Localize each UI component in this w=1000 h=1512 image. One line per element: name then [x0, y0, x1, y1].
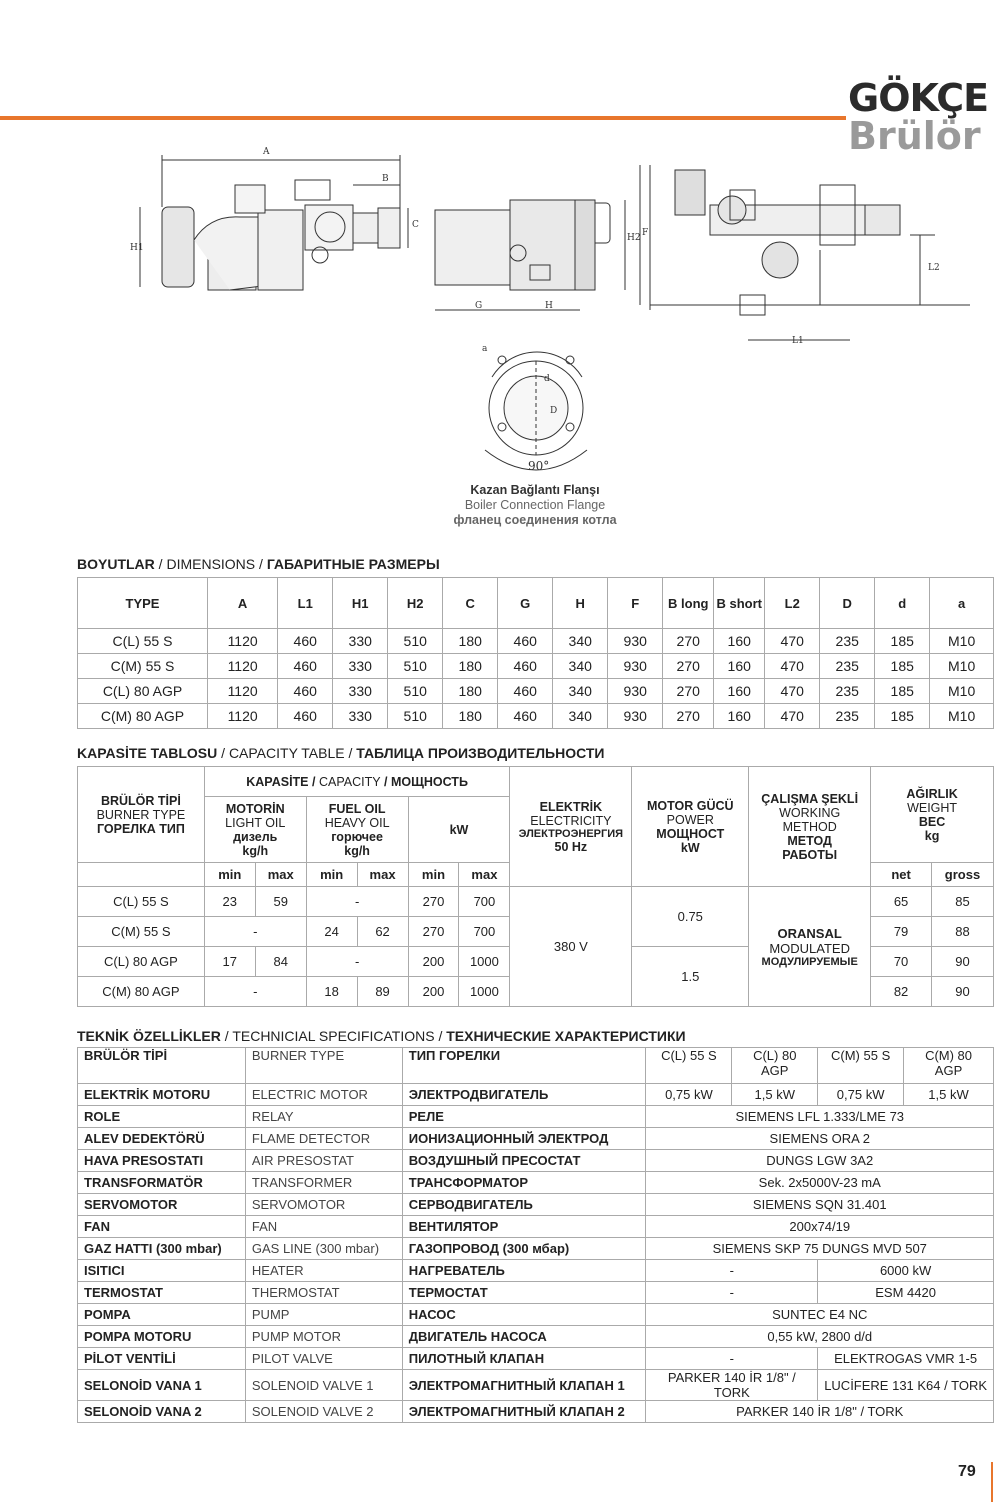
tech-row: ALEV DEDEKTÖRÜ FLAME DETECTOR ИОНИЗАЦИОННЫЙ ЭЛЕКТРОД SIEMENS ORA 2	[78, 1128, 994, 1150]
dim-cell: 510	[388, 679, 443, 704]
dim-cell: 180	[443, 679, 498, 704]
label-L2: L2	[928, 263, 940, 273]
dimensions-title-tr: BOYUTLAR	[77, 556, 155, 572]
flange-drawing	[485, 352, 587, 470]
dim-cell: 460	[278, 654, 333, 679]
dim-cell: 270	[663, 704, 714, 729]
tech-row: TERMOSTAT THERMOSTAT ТЕРМОСТАТ - ESM 4420	[78, 1282, 994, 1304]
dim-cell: 330	[333, 704, 388, 729]
capacity-title: KAPASİTE TABLOSU / CAPACITY TABLE / ТАБЛИЦА ПРОИЗВОДИТЕЛЬНОСТИ	[77, 745, 605, 761]
dim-cell: 180	[443, 654, 498, 679]
dim-col-header: C	[443, 578, 498, 629]
dim-cell: 160	[714, 654, 765, 679]
capacity-table	[77, 766, 994, 1007]
dim-cell: C(M) 55 S	[78, 654, 208, 679]
dim-cell: 460	[498, 704, 553, 729]
dimensions-title: BOYUTLAR / DIMENSIONS / ГАБАРИТНЫЕ РАЗМЕРЫ	[77, 556, 440, 572]
dim-cell: 270	[663, 629, 714, 654]
label-H: H	[545, 301, 553, 311]
dim-cell: 460	[498, 654, 553, 679]
lo-min-header: min	[204, 863, 255, 887]
dim-cell: 185	[875, 704, 930, 729]
tech-row: SERVOMOTOR SERVOMOTOR СЕРВОДВИГАТЕЛЬ SIEMENS SQN 31.401	[78, 1194, 994, 1216]
flange-caption-ru: фланец соединения котла	[453, 513, 617, 527]
label-B: B	[382, 174, 389, 184]
tech-row: FAN FAN ВЕНТИЛЯТОР 200x74/19	[78, 1216, 994, 1238]
tech-title-tr: TEKNİK ÖZELLİKLER	[77, 1028, 221, 1044]
dim-cell: 930	[608, 629, 663, 654]
dim-row	[78, 679, 994, 704]
dim-col-header: B short	[714, 578, 765, 629]
dim-cell: C(M) 80 AGP	[78, 704, 208, 729]
dim-cell: 930	[608, 679, 663, 704]
dim-cell: 235	[820, 704, 875, 729]
motor-power-a: 0.75	[632, 887, 749, 947]
dim-cell: 330	[333, 654, 388, 679]
tech-row: POMPA PUMP НАСОС SUNTEC E4 NC	[78, 1304, 994, 1326]
voltage-cell: 380 V	[510, 887, 632, 1007]
burner-technical-drawings	[120, 145, 1000, 485]
kw-max-header: max	[459, 863, 510, 887]
dim-cell: 330	[333, 629, 388, 654]
capacity-row: C(M) 55 S - 24 62 270 700 79 88	[78, 917, 994, 947]
dim-cell: 340	[553, 704, 608, 729]
tech-head-row: BRÜLÖR TİPİ BURNER TYPE ТИП ГОРЕЛКИ C(L) 55 S C(L) 80 AGP C(M) 55 S C(M) 80 AGP	[78, 1048, 994, 1084]
dim-col-header: H	[553, 578, 608, 629]
flange-caption-tr: Kazan Bağlantı Flanşı	[470, 483, 600, 497]
dim-cell: 930	[608, 704, 663, 729]
label-A: A	[263, 147, 270, 157]
label-F: F	[642, 228, 649, 238]
dim-cell: 460	[278, 704, 333, 729]
dim-cell: 460	[498, 629, 553, 654]
capacity-row: C(M) 80 AGP - 18 89 200 1000 82 90	[78, 977, 994, 1007]
heavy-oil-header: FUEL OIL HEAVY OIL горючее kg/h	[306, 797, 408, 863]
modulated-cell: ORANSAL MODULATED МОДУЛИРУЕМЫЕ	[749, 887, 871, 1007]
dim-col-header: H1	[333, 578, 388, 629]
brand-line1: GÖKÇE	[848, 76, 989, 120]
tech-motor-row: ELEKTRİK MOTORU ELECTRIC MOTOR ЭЛЕКТРОДВИГАТЕЛЬ 0,75 kW 1,5 kW 0,75 kW 1,5 kW	[78, 1084, 994, 1106]
dim-cell: 460	[498, 679, 553, 704]
dim-col-header: D	[820, 578, 875, 629]
dim-cell: M10	[930, 679, 994, 704]
tech-row: TRANSFORMATÖR TRANSFORMER ТРАНСФОРМАТОР Sek. 2x5000V-23 mA	[78, 1172, 994, 1194]
dim-col-header: F	[608, 578, 663, 629]
tech-table	[77, 1047, 994, 1423]
dim-row	[78, 704, 994, 729]
dim-col-header: a	[930, 578, 994, 629]
dim-cell: 270	[663, 654, 714, 679]
dim-col-header: TYPE	[78, 578, 208, 629]
dim-col-header: d	[875, 578, 930, 629]
label-a: a	[482, 344, 488, 354]
dim-cell: 930	[608, 654, 663, 679]
dimensions-title-ru: ГАБАРИТНЫЕ РАЗМЕРЫ	[266, 556, 440, 572]
capacity-title-en: CAPACITY TABLE	[228, 745, 345, 761]
dim-cell: C(L) 80 AGP	[78, 679, 208, 704]
dim-cell: 470	[765, 679, 820, 704]
dim-col-header: L2	[765, 578, 820, 629]
dim-cell: 185	[875, 629, 930, 654]
lo-max-header: max	[255, 863, 306, 887]
net-header: net	[871, 863, 932, 887]
gross-header: gross	[932, 863, 994, 887]
tech-row: GAZ HATTI (300 mbar) GAS LINE (300 mbar) ГАЗОПРОВОД (300 мбар) SIEMENS SKP 75 DUNGS MVD 507	[78, 1238, 994, 1260]
label-D: D	[550, 406, 558, 416]
tech-row: ISITICI HEATER НАГРЕВАТЕЛЬ - 6000 kW	[78, 1260, 994, 1282]
dim-col-header: G	[498, 578, 553, 629]
label-G: G	[475, 301, 483, 311]
label-angle: 90°	[528, 459, 550, 473]
capacity-group-header: KAPASİTE / CAPACITY / МОЩНОСТЬ	[204, 767, 510, 797]
dim-cell: 1120	[208, 704, 278, 729]
page-accent-bar	[991, 1462, 993, 1502]
label-d: d	[544, 374, 550, 384]
dim-cell: 180	[443, 629, 498, 654]
dim-cell: M10	[930, 654, 994, 679]
dim-cell: 185	[875, 679, 930, 704]
dimensions-title-en: DIMENSIONS	[166, 556, 256, 572]
dim-cell: M10	[930, 704, 994, 729]
front-view-drawing	[435, 165, 640, 310]
dim-cell: 160	[714, 629, 765, 654]
side-view-drawing	[140, 155, 408, 290]
label-H2: H2	[627, 233, 641, 243]
tech-row: SELONOİD VANA 1 SOLENOID VALVE 1 ЭЛЕКТРОМАГНИТНЫЙ КЛАПАН 1 PARKER 140 İR 1/8" / TORK LUCİFERE 131 K64 / TORK	[78, 1370, 994, 1401]
tech-title-en: TECHNICIAL SPECIFICATIONS	[232, 1028, 435, 1044]
dim-cell: 470	[765, 629, 820, 654]
capacity-row: C(L) 55 S 23 59 - 270 700 380 V 0.75 ORANSAL MODULATED МОДУЛИРУЕМЫЕ 65 85	[78, 887, 994, 917]
dim-cell: 470	[765, 704, 820, 729]
dim-cell: 460	[278, 679, 333, 704]
dim-col-header: A	[208, 578, 278, 629]
dim-cell: 340	[553, 679, 608, 704]
electricity-header: ELEKTRİK ELECTRICITY ЭЛЕКТРОЭНЕРГИЯ 50 Hz	[510, 767, 632, 887]
dim-cell: M10	[930, 629, 994, 654]
tech-row: HAVA PRESOSTATI AIR PRESOSTAT ВОЗДУШНЫЙ ПРЕСОСТАТ DUNGS LGW 3A2	[78, 1150, 994, 1172]
flange-caption-en: Boiler Connection Flange	[464, 498, 606, 512]
dim-col-header: B long	[663, 578, 714, 629]
kw-header: kW	[408, 797, 510, 863]
page-number: 79	[958, 1463, 976, 1480]
dim-cell: 1120	[208, 629, 278, 654]
tech-row: SELONOİD VANA 2 SOLENOID VALVE 2 ЭЛЕКТРОМАГНИТНЫЙ КЛАПАН 2 PARKER 140 İR 1/8" / TORK	[78, 1401, 994, 1423]
light-oil-header: MOTORİN LIGHT OIL дизель kg/h	[204, 797, 306, 863]
tech-row: ROLE RELAY РЕЛЕ SIEMENS LFL 1.333/LME 73	[78, 1106, 994, 1128]
dim-cell: 270	[663, 679, 714, 704]
ho-min-header: min	[306, 863, 357, 887]
dim-row	[78, 654, 994, 679]
flange-caption	[420, 483, 650, 528]
dim-cell: 235	[820, 679, 875, 704]
ho-max-header: max	[357, 863, 408, 887]
dim-cell: 340	[553, 654, 608, 679]
weight-header: AĞIRLIK WEIGHT ВЕС kg	[871, 767, 994, 863]
dim-cell: 470	[765, 654, 820, 679]
dimensions-header-row	[78, 578, 994, 629]
dimensions-table	[77, 577, 994, 729]
top-view-drawing	[650, 165, 970, 340]
label-L1: L1	[792, 336, 804, 346]
capacity-title-ru: ТАБЛИЦА ПРОИЗВОДИТЕЛЬНОСТИ	[356, 745, 605, 761]
label-C: C	[412, 220, 419, 230]
dim-cell: C(L) 55 S	[78, 629, 208, 654]
dim-cell: 1120	[208, 679, 278, 704]
header-accent-line	[0, 116, 846, 120]
dim-cell: 160	[714, 704, 765, 729]
dim-cell: 185	[875, 654, 930, 679]
dim-cell: 330	[333, 679, 388, 704]
dim-cell: 340	[553, 629, 608, 654]
tech-title-ru: ТЕХНИЧЕСКИЕ ХАРАКТЕРИСТИКИ	[446, 1028, 686, 1044]
capacity-title-tr: KAPASİTE TABLOSU	[77, 745, 218, 761]
kw-min-header: min	[408, 863, 459, 887]
dim-cell: 460	[278, 629, 333, 654]
working-method-header: ÇALIŞMA ŞEKLİ WORKING METHOD МЕТОД РАБОТЫ	[749, 767, 871, 887]
label-H1: H1	[130, 243, 144, 253]
motor-power-b: 1.5	[632, 947, 749, 1007]
dim-cell: 510	[388, 704, 443, 729]
dim-cell: 235	[820, 654, 875, 679]
burner-type-header: BRÜLÖR TİPİ BURNER TYPE ГОРЕЛКА ТИП	[78, 767, 205, 863]
dim-cell: 510	[388, 629, 443, 654]
motor-power-header: MOTOR GÜCÜ POWER МОЩНОСТ kW	[632, 767, 749, 887]
dim-row	[78, 629, 994, 654]
tech-title: TEKNİK ÖZELLİKLER / TECHNICIAL SPECIFICATIONS / ТЕХНИЧЕСКИЕ ХАРАКТЕРИСТИКИ	[77, 1028, 686, 1044]
dim-col-header: H2	[388, 578, 443, 629]
dim-cell: 235	[820, 629, 875, 654]
brand-line2: Brülör	[848, 114, 981, 158]
tech-row: POMPA MOTORU PUMP MOTOR ДВИГАТЕЛЬ НАСОСА 0,55 kW, 2800 d/d	[78, 1326, 994, 1348]
dim-cell: 160	[714, 679, 765, 704]
dim-col-header: L1	[278, 578, 333, 629]
dim-cell: 1120	[208, 654, 278, 679]
dim-cell: 510	[388, 654, 443, 679]
tech-row: PİLOT VENTİLİ PILOT VALVE ПИЛОТНЫЙ КЛАПАН - ELEKTROGAS VMR 1-5	[78, 1348, 994, 1370]
capacity-row: C(L) 80 AGP 17 84 - 200 1000 1.5 70 90	[78, 947, 994, 977]
dim-cell: 180	[443, 704, 498, 729]
